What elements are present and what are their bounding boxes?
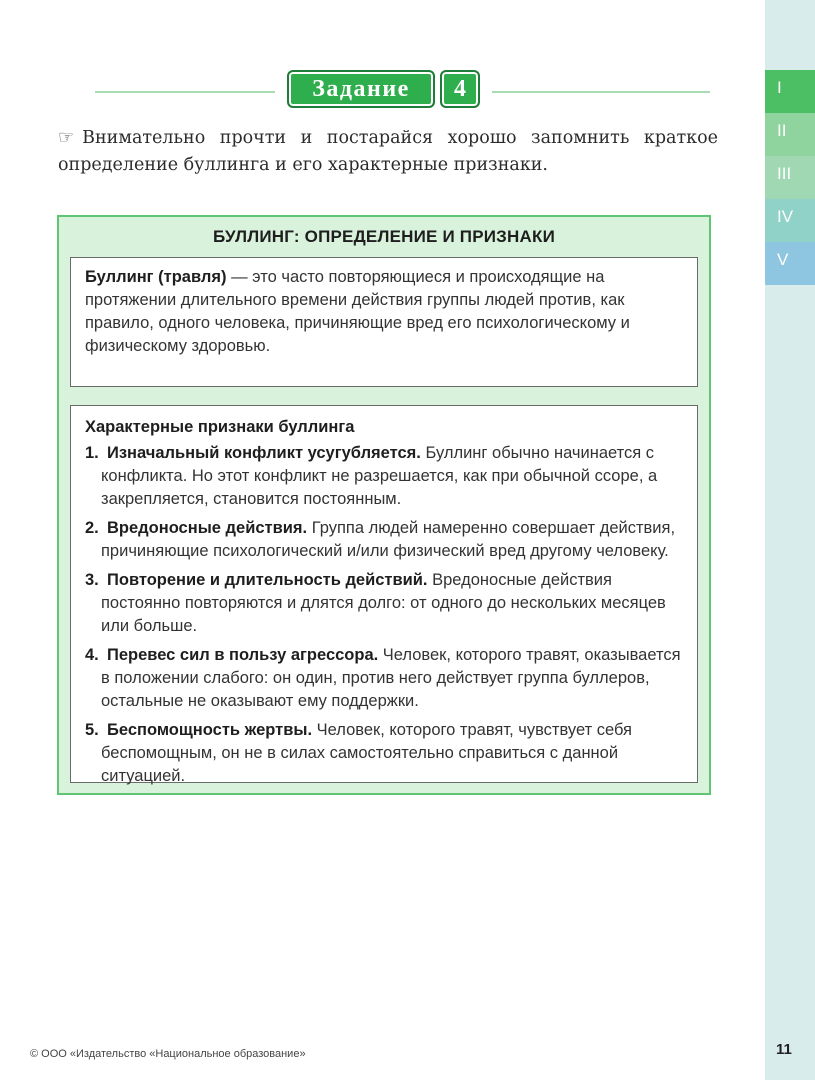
feature-text: Человек, которого травят, оказывается в положении слабого: он один, против него действует группа буллеров, остальные не оказывают ему поддержки. <box>101 646 681 710</box>
feature-text: Человек, которого травят, чувствует себя беспомощным, он не в силах самостоятельно справиться с данной ситуацией. <box>101 721 632 785</box>
chapter-tab-4: IV <box>765 199 815 242</box>
task-label-badge: Задание <box>287 70 435 108</box>
feature-title: Изначальный конфликт усугубляется. <box>107 444 421 462</box>
pointing-hand-icon: ☞ <box>58 127 75 148</box>
feature-item-3 <box>85 569 685 638</box>
feature-title: Вредоносные действия. <box>107 519 308 537</box>
features-heading: Характерные признаки буллинга <box>85 418 355 436</box>
definition-text: — это часто повторяющиеся и происходящие на протяжении длительного времени действия группы людей против, как правило, одного человека, причиняющие вред его психологическому и физическому здоровью. <box>85 268 630 355</box>
feature-text: Буллинг обычно начинается с конфликта. Но этот конфликт не разрешается, как при обычной ссоре, а закрепляется, становится постоянным. <box>101 444 658 508</box>
instruction <box>58 124 718 179</box>
chapter-tab-5: V <box>765 242 815 285</box>
feature-number: 1. <box>85 444 99 462</box>
feature-title: Повторение и длительность действий. <box>107 571 428 589</box>
task-number-badge: 4 <box>440 70 480 108</box>
panel-title: БУЛЛИНГ: ОПРЕДЕЛЕНИЕ И ПРИЗНАКИ <box>213 227 555 246</box>
chapter-tab-2: II <box>765 113 815 156</box>
feature-title: Перевес сил в пользу агрессора. <box>107 646 379 664</box>
heading-rule-right <box>492 91 710 93</box>
chapter-tab-3: III <box>765 156 815 199</box>
feature-item-2 <box>85 517 685 563</box>
feature-number: 2. <box>85 519 99 537</box>
copyright-notice: © ООО «Издательство «Национальное образование» <box>30 1048 306 1060</box>
feature-item-1 <box>85 442 685 511</box>
definition-box <box>70 257 698 387</box>
page-number: 11 <box>776 1041 792 1058</box>
feature-number: 3. <box>85 571 99 589</box>
features-box <box>70 405 698 783</box>
feature-text: Вредоносные действия постоянно повторяются и длятся долго: от одного до нескольких месяцев или больше. <box>101 571 666 635</box>
bullying-info-panel <box>57 215 711 795</box>
chapter-tab-1: I <box>765 70 815 113</box>
feature-item-5 <box>85 719 685 788</box>
heading-rule-left <box>95 91 275 93</box>
feature-title: Беспомощность жертвы. <box>107 721 313 739</box>
feature-number: 5. <box>85 721 99 739</box>
instruction-text: Внимательно прочти и постарайся хорошо запомнить краткое определение буллинга и его характерные признаки. <box>58 128 718 175</box>
definition-term: Буллинг (травля) <box>85 268 227 286</box>
feature-item-4 <box>85 644 685 713</box>
feature-number: 4. <box>85 646 99 664</box>
feature-text: Группа людей намеренно совершает действия, причиняющие психологический и/или физический вред другому человеку. <box>101 519 676 560</box>
